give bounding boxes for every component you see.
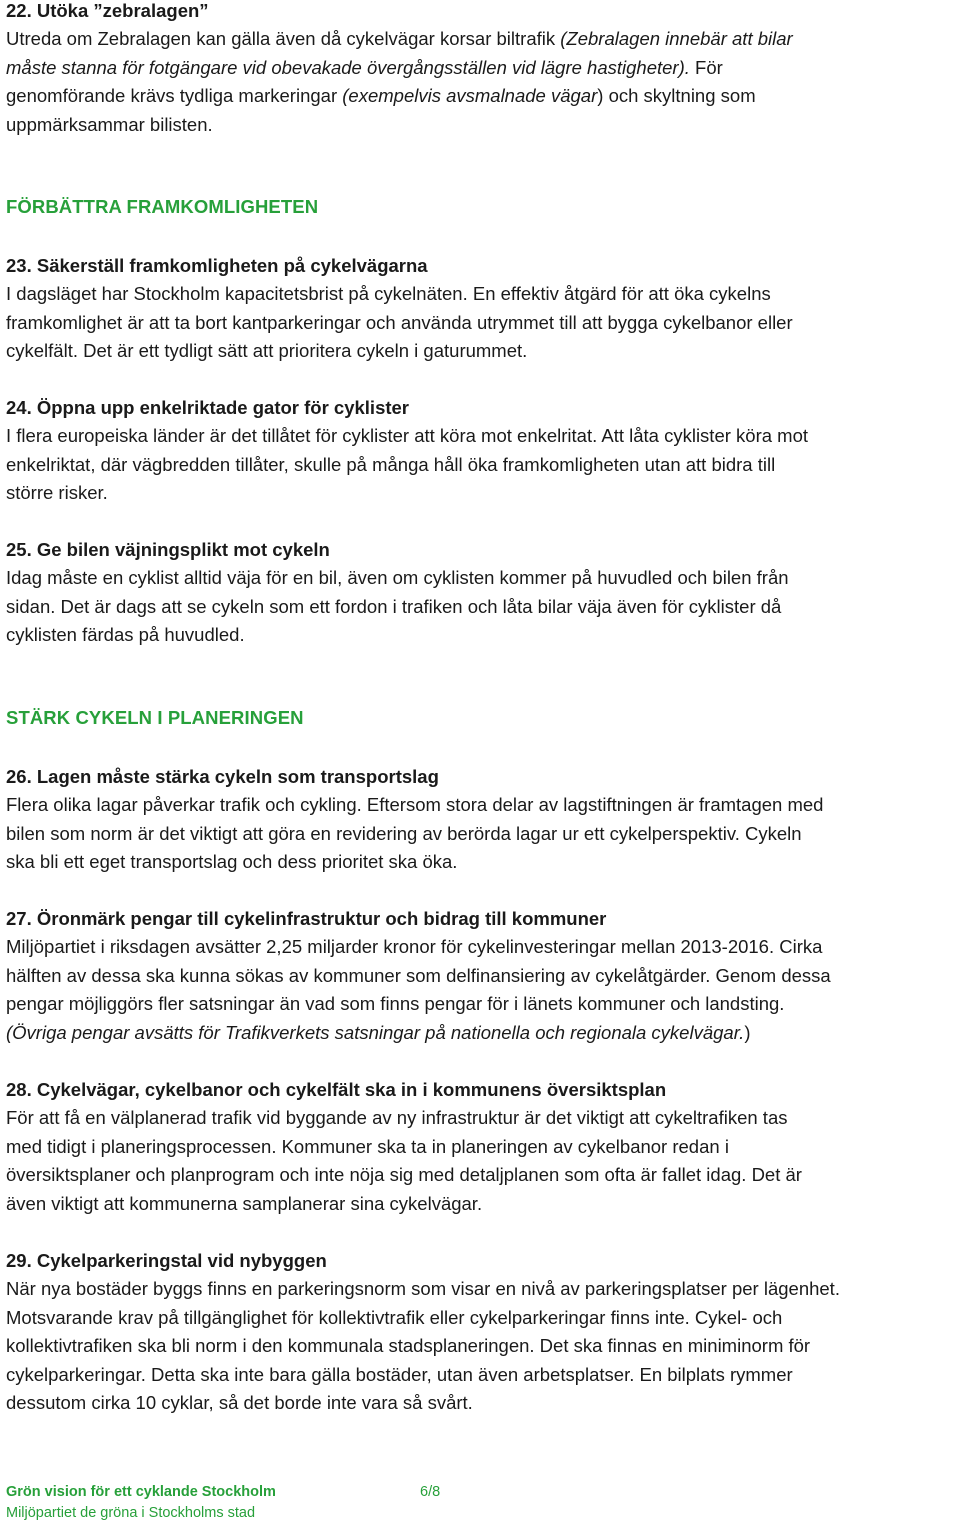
item-27-heading: 27. Öronmärk pengar till cykelinfrastruktur och bidrag till kommuner <box>6 908 607 929</box>
text-run: (Övriga pengar avsätts för Trafikverkets satsningar på nationella och regionala cykelvägar. <box>6 1021 745 1043</box>
text-run: (Zebralagen innebär att bilar <box>560 28 793 49</box>
text-run: Idag måste en cyklist alltid väja för en bil, även om cyklisten kommer på huvudled och bilen från <box>6 567 789 588</box>
paragraph-line <box>6 848 956 877</box>
text-run: måste stanna för fotgängare vid obevakade övergångsställen vid lägre hastigheter). <box>6 56 690 78</box>
text-run: cyklisten färdas på huvudled. <box>6 624 245 645</box>
text-run: med tidigt i planeringsprocessen. Kommuner ska ta in planeringen av cykelbanor redan i <box>6 1135 729 1157</box>
item-23-heading: 23. Säkerställ framkomligheten på cykelvägarna <box>6 255 428 276</box>
text-run: I flera europeiska länder är det tillåtet för cyklister att köra mot enkelritat. Att låta cyklister köra mot <box>6 425 808 446</box>
paragraph-line <box>6 1389 956 1418</box>
text-run: bilen som norm är det viktigt att göra en revidering av berörda lagar ur ett cykelperspektiv. Cykeln <box>6 822 802 844</box>
text-run: dessutom cirka 10 cyklar, så det borde inte vara så svårt. <box>6 1392 473 1413</box>
footer-organization: Miljöpartiet de gröna i Stockholms stad <box>6 1505 256 1521</box>
item-29-heading: 29. Cykelparkeringstal vid nybyggen <box>6 1250 327 1271</box>
text-run: För att få en välplanerad trafik vid byggande av ny infrastruktur är det viktigt att cykeltrafiken tas <box>6 1107 788 1128</box>
item-22-body <box>6 25 956 139</box>
text-run: enkelriktat, där vägbredden tillåter, skulle på många håll öka framkomligheten utan att bidra till <box>6 453 776 475</box>
footer-page-number: 6/8 <box>420 1484 441 1500</box>
paragraph-line <box>6 111 956 140</box>
paragraph-line <box>6 593 956 622</box>
paragraph-line <box>6 309 956 338</box>
text-run: När nya bostäder byggs finns en parkeringsnorm som visar en nivå av parkeringsplatser per lägenhet. <box>6 1278 840 1299</box>
item-28-heading: 28. Cykelvägar, cykelbanor och cykelfält ska in i kommunens översiktsplan <box>6 1079 667 1100</box>
paragraph-line <box>6 564 956 593</box>
text-run: För <box>689 56 723 78</box>
paragraph-line <box>6 962 956 991</box>
item-27-body <box>6 933 956 1047</box>
paragraph-line <box>6 280 956 309</box>
text-run: sidan. Det är dags att se cykeln som ett fordon i trafiken och låta bilar väja även för cyklister då <box>6 595 782 617</box>
text-run: även viktigt att kommunerna samplanerar sina cykelvägar. <box>6 1192 483 1214</box>
paragraph-line <box>6 1361 956 1390</box>
item-24-body <box>6 422 956 508</box>
footer-title: Grön vision för ett cyklande Stockholm <box>6 1484 276 1500</box>
text-run: pengar möjliggörs fler satsningar än vad som finns pengar för i länets kommuner och landsting. <box>6 993 785 1014</box>
paragraph-line <box>6 451 956 480</box>
paragraph-line <box>6 1104 956 1133</box>
text-run: genomförande krävs tydliga markeringar <box>6 85 343 106</box>
paragraph-line <box>6 54 956 83</box>
paragraph-line <box>6 82 956 111</box>
paragraph-line <box>6 1133 956 1162</box>
item-23-body <box>6 280 956 366</box>
section-heading-planeringen: STÄRK CYKELN I PLANERINGEN <box>6 707 304 728</box>
paragraph-line <box>6 1161 956 1190</box>
text-run: cykelfält. Det är ett tydligt sätt att prioritera cykeln i gaturummet. <box>6 340 528 361</box>
paragraph-line <box>6 621 956 650</box>
item-26-body <box>6 791 956 877</box>
paragraph-line <box>6 1332 956 1361</box>
paragraph-line <box>6 1275 956 1304</box>
text-run: hälften av dessa ska kunna sökas av kommuner som delfinansiering av cykelåtgärder. Genom dessa <box>6 964 831 986</box>
paragraph-line <box>6 337 956 366</box>
text-run: Flera olika lagar påverkar trafik och cykling. Eftersom stora delar av lagstiftningen är framtagen med <box>6 794 824 815</box>
paragraph-line <box>6 791 956 820</box>
text-run: uppmärksammar bilisten. <box>6 113 213 135</box>
paragraph-line <box>6 1304 956 1333</box>
text-run: Motsvarande krav på tillgänglighet för kollektivtrafik eller cykelparkeringar finns inte. Cykel- och <box>6 1306 783 1328</box>
text-run: ) och skyltning som <box>597 85 756 106</box>
item-25-heading: 25. Ge bilen väjningsplikt mot cykeln <box>6 539 330 560</box>
paragraph-line <box>6 422 956 451</box>
paragraph-line <box>6 933 956 962</box>
item-28-body <box>6 1104 956 1218</box>
text-run: större risker. <box>6 482 108 503</box>
text-run: cykelparkeringar. Detta ska inte bara gälla bostäder, utan även arbetsplatser. En bilplats rymmer <box>6 1363 793 1385</box>
text-run: framkomlighet är att ta bort kantparkeringar och använda utrymmet till att bygga cykelbanor eller <box>6 311 793 333</box>
paragraph-line <box>6 820 956 849</box>
text-run: kollektivtrafiken ska bli norm i den kommunala stadsplaneringen. Det ska finnas en miniminorm för <box>6 1335 811 1356</box>
text-run: (exempelvis avsmalnade vägar <box>342 85 598 106</box>
paragraph-line <box>6 1019 956 1048</box>
text-run: I dagsläget har Stockholm kapacitetsbrist på cykelnäten. En effektiv åtgärd för att öka cykelns <box>6 283 771 304</box>
paragraph-line <box>6 990 956 1019</box>
item-24-heading: 24. Öppna upp enkelriktade gator för cyklister <box>6 397 410 418</box>
item-25-body <box>6 564 956 650</box>
text-run: översiktsplaner och planprogram och inte nöja sig med detaljplanen som ofta är fallet idag. Det är <box>6 1164 802 1185</box>
item-26-heading: 26. Lagen måste stärka cykeln som transportslag <box>6 766 439 787</box>
paragraph-line <box>6 1190 956 1219</box>
text-run: ) <box>744 1021 751 1043</box>
item-29-body <box>6 1275 956 1418</box>
text-run: Utreda om Zebralagen kan gälla även då cykelvägar korsar biltrafik <box>6 28 561 49</box>
item-22-heading: 22. Utöka ”zebralagen” <box>6 0 209 21</box>
text-run: Miljöpartiet i riksdagen avsätter 2,25 miljarder kronor för cykelinvesteringar mellan 2013-2016. Cirka <box>6 936 823 957</box>
section-heading-framkomlighet: FÖRBÄTTRA FRAMKOMLIGHETEN <box>6 196 319 217</box>
paragraph-line <box>6 25 956 54</box>
paragraph-line <box>6 479 956 508</box>
text-run: ska bli ett eget transportslag och dess prioritet ska öka. <box>6 851 458 872</box>
